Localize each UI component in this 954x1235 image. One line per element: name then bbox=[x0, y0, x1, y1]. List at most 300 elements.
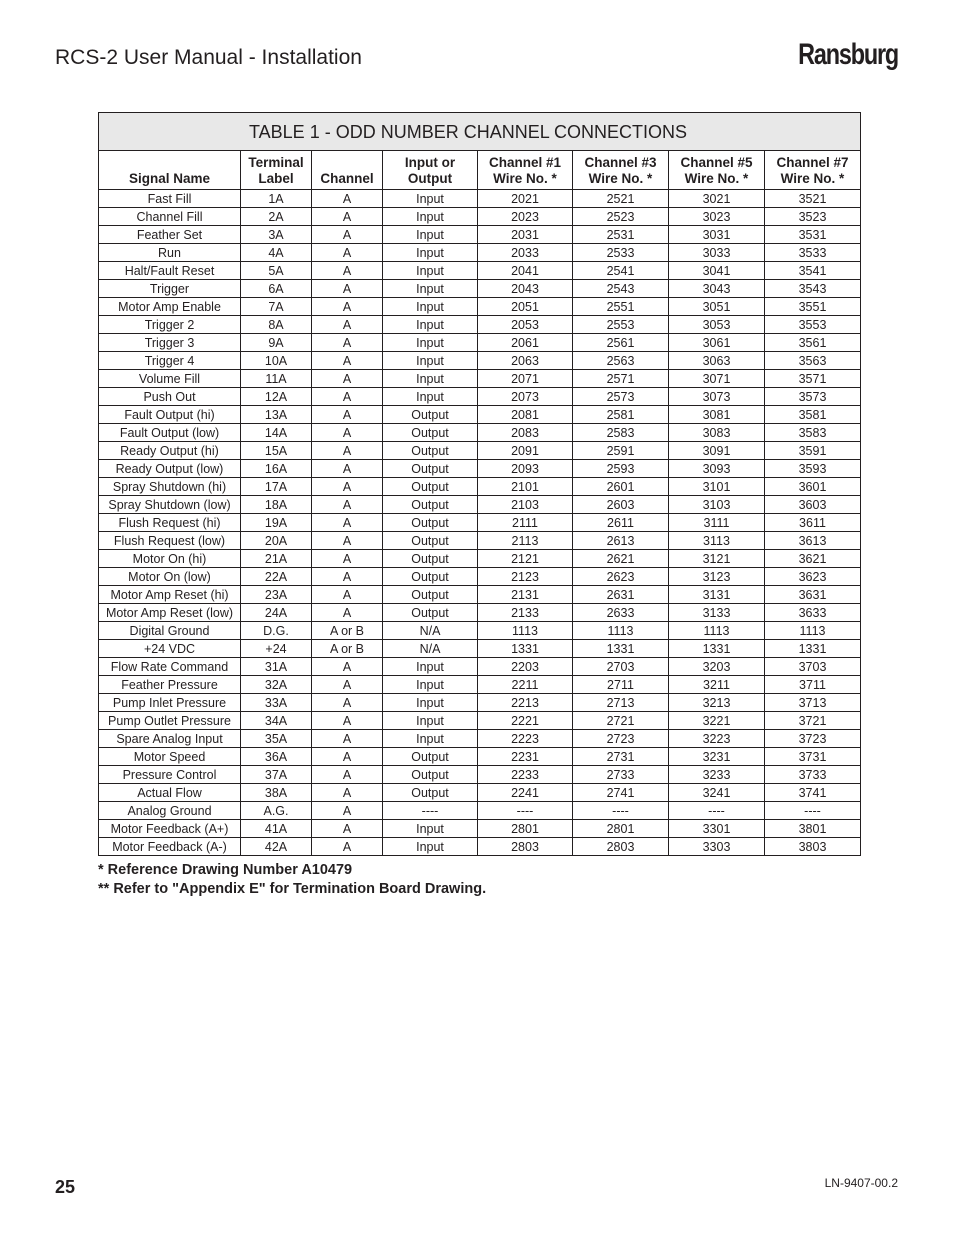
signal-name-cell: Feather Pressure bbox=[99, 676, 241, 694]
table-cell: 1331 bbox=[573, 640, 669, 658]
table-cell: 2033 bbox=[478, 244, 573, 262]
table-cell: A bbox=[312, 550, 383, 568]
table-cell: 2531 bbox=[573, 226, 669, 244]
table-cell: 3731 bbox=[765, 748, 861, 766]
table-cell: A bbox=[312, 658, 383, 676]
table-cell: 3121 bbox=[669, 550, 765, 568]
table-cell: ---- bbox=[383, 802, 478, 820]
table-cell: 3071 bbox=[669, 370, 765, 388]
table-cell: Input bbox=[383, 352, 478, 370]
table-cell: 2581 bbox=[573, 406, 669, 424]
table-cell: 3711 bbox=[765, 676, 861, 694]
table-cell: 2113 bbox=[478, 532, 573, 550]
table-cell: 2131 bbox=[478, 586, 573, 604]
reference-note: * Reference Drawing Number A10479 bbox=[98, 862, 353, 878]
table-cell: 3601 bbox=[765, 478, 861, 496]
table-cell: Input bbox=[383, 694, 478, 712]
table-cell: 3563 bbox=[765, 352, 861, 370]
signal-name-cell: Halt/Fault Reset bbox=[99, 262, 241, 280]
table-row bbox=[99, 658, 861, 676]
table-cell: 2591 bbox=[573, 442, 669, 460]
page-number: 25 bbox=[55, 1177, 76, 1197]
table-cell: 2021 bbox=[478, 190, 573, 208]
table-cell: 18A bbox=[241, 496, 312, 514]
table-cell: 2091 bbox=[478, 442, 573, 460]
column-header: Terminal Label bbox=[241, 151, 312, 190]
table-row bbox=[99, 784, 861, 802]
table-cell: Output bbox=[383, 406, 478, 424]
table-header-row bbox=[99, 151, 861, 190]
table-row bbox=[99, 838, 861, 856]
column-header: Channel #7 Wire No. * bbox=[765, 151, 861, 190]
table-cell: 2631 bbox=[573, 586, 669, 604]
table-cell: A bbox=[312, 280, 383, 298]
table-cell: 37A bbox=[241, 766, 312, 784]
table-cell: ---- bbox=[765, 802, 861, 820]
table-cell: A bbox=[312, 802, 383, 820]
table-cell: A bbox=[312, 424, 383, 442]
table-cell: 2733 bbox=[573, 766, 669, 784]
table-row bbox=[99, 820, 861, 838]
table-cell: 19A bbox=[241, 514, 312, 532]
table-cell: 3101 bbox=[669, 478, 765, 496]
table-cell: 2071 bbox=[478, 370, 573, 388]
table-row bbox=[99, 514, 861, 532]
table-row bbox=[99, 424, 861, 442]
signal-name-cell: Spray Shutdown (hi) bbox=[99, 478, 241, 496]
signal-name-cell: Ready Output (hi) bbox=[99, 442, 241, 460]
table-cell: Output bbox=[383, 604, 478, 622]
table-row bbox=[99, 208, 861, 226]
table-cell: 10A bbox=[241, 352, 312, 370]
table-cell: 32A bbox=[241, 676, 312, 694]
table-row bbox=[99, 586, 861, 604]
table-cell: A bbox=[312, 694, 383, 712]
table-cell: 2213 bbox=[478, 694, 573, 712]
signal-name-cell: Trigger 4 bbox=[99, 352, 241, 370]
table-cell: A bbox=[312, 478, 383, 496]
table-cell: A bbox=[312, 208, 383, 226]
table-cell: A bbox=[312, 352, 383, 370]
table-cell: Input bbox=[383, 658, 478, 676]
table-row bbox=[99, 334, 861, 352]
table-cell: A bbox=[312, 676, 383, 694]
table-row bbox=[99, 478, 861, 496]
table-cell: 3023 bbox=[669, 208, 765, 226]
table-cell: 2561 bbox=[573, 334, 669, 352]
table-cell: 2723 bbox=[573, 730, 669, 748]
table-cell: Input bbox=[383, 226, 478, 244]
table-cell: 3621 bbox=[765, 550, 861, 568]
table-cell: 2603 bbox=[573, 496, 669, 514]
table-cell: 2571 bbox=[573, 370, 669, 388]
table-row bbox=[99, 280, 861, 298]
table-cell: 3301 bbox=[669, 820, 765, 838]
table-cell: 2043 bbox=[478, 280, 573, 298]
signal-name-cell: Spare Analog Input bbox=[99, 730, 241, 748]
signal-name-cell: Motor On (low) bbox=[99, 568, 241, 586]
table-cell: Output bbox=[383, 784, 478, 802]
table-cell: ---- bbox=[573, 802, 669, 820]
table-cell: A bbox=[312, 766, 383, 784]
table-cell: 3031 bbox=[669, 226, 765, 244]
table-cell: 2031 bbox=[478, 226, 573, 244]
table-cell: 3573 bbox=[765, 388, 861, 406]
table-cell: 14A bbox=[241, 424, 312, 442]
table-cell: Output bbox=[383, 514, 478, 532]
table-cell: 3631 bbox=[765, 586, 861, 604]
signal-name-cell: Run bbox=[99, 244, 241, 262]
table-cell: 2613 bbox=[573, 532, 669, 550]
table-cell: 3113 bbox=[669, 532, 765, 550]
table-cell: 3A bbox=[241, 226, 312, 244]
table-cell: A bbox=[312, 514, 383, 532]
table-cell: 2623 bbox=[573, 568, 669, 586]
table-cell: 2711 bbox=[573, 676, 669, 694]
table-cell: Input bbox=[383, 190, 478, 208]
table-cell: 3133 bbox=[669, 604, 765, 622]
table-cell: 2211 bbox=[478, 676, 573, 694]
table-cell: 1A bbox=[241, 190, 312, 208]
table-row bbox=[99, 640, 861, 658]
table-cell: 3591 bbox=[765, 442, 861, 460]
table-row bbox=[99, 442, 861, 460]
column-header: Channel #1 Wire No. * bbox=[478, 151, 573, 190]
table-cell: 3083 bbox=[669, 424, 765, 442]
table-cell: +24 bbox=[241, 640, 312, 658]
table-cell: A bbox=[312, 334, 383, 352]
table-row bbox=[99, 190, 861, 208]
table-cell: A bbox=[312, 262, 383, 280]
column-header: Input or Output bbox=[383, 151, 478, 190]
table-cell: 3051 bbox=[669, 298, 765, 316]
table-cell: N/A bbox=[383, 622, 478, 640]
table-cell: 2801 bbox=[573, 820, 669, 838]
table-cell: N/A bbox=[383, 640, 478, 658]
table-cell: A bbox=[312, 496, 383, 514]
column-header: Signal Name bbox=[99, 151, 241, 190]
signal-name-cell: Pump Outlet Pressure bbox=[99, 712, 241, 730]
table-row bbox=[99, 460, 861, 478]
table-cell: 2101 bbox=[478, 478, 573, 496]
table-cell: 3213 bbox=[669, 694, 765, 712]
table-cell: 3061 bbox=[669, 334, 765, 352]
table-row bbox=[99, 622, 861, 640]
table-cell: 34A bbox=[241, 712, 312, 730]
table-cell: ---- bbox=[669, 802, 765, 820]
table-cell: 3801 bbox=[765, 820, 861, 838]
table-cell: A bbox=[312, 442, 383, 460]
table-row bbox=[99, 766, 861, 784]
table-cell: 3053 bbox=[669, 316, 765, 334]
table-cell: 9A bbox=[241, 334, 312, 352]
table-cell: 3543 bbox=[765, 280, 861, 298]
signal-name-cell: Flush Request (hi) bbox=[99, 514, 241, 532]
table-cell: 2041 bbox=[478, 262, 573, 280]
table-cell: 12A bbox=[241, 388, 312, 406]
table-row bbox=[99, 550, 861, 568]
table-cell: Input bbox=[383, 334, 478, 352]
table-cell: Output bbox=[383, 478, 478, 496]
table-cell: 3231 bbox=[669, 748, 765, 766]
table-cell: 3733 bbox=[765, 766, 861, 784]
document-number: LN-9407-00.2 bbox=[824, 1176, 898, 1190]
signal-name-cell: Trigger 3 bbox=[99, 334, 241, 352]
signal-name-cell: Trigger 2 bbox=[99, 316, 241, 334]
connections-table bbox=[98, 112, 861, 856]
signal-name-cell: Trigger bbox=[99, 280, 241, 298]
table-cell: 2103 bbox=[478, 496, 573, 514]
table-cell: 2563 bbox=[573, 352, 669, 370]
table-cell: 3131 bbox=[669, 586, 765, 604]
table-cell: Input bbox=[383, 208, 478, 226]
table-body bbox=[99, 190, 861, 856]
table-cell: 6A bbox=[241, 280, 312, 298]
connections-table-container bbox=[98, 112, 860, 856]
table-cell: 35A bbox=[241, 730, 312, 748]
signal-name-cell: Pressure Control bbox=[99, 766, 241, 784]
table-cell: 1331 bbox=[478, 640, 573, 658]
signal-name-cell: Volume Fill bbox=[99, 370, 241, 388]
table-cell: A or B bbox=[312, 640, 383, 658]
table-cell: 2543 bbox=[573, 280, 669, 298]
table-cell: 42A bbox=[241, 838, 312, 856]
table-cell: 2633 bbox=[573, 604, 669, 622]
signal-name-cell: Flush Request (low) bbox=[99, 532, 241, 550]
column-header: Channel #5 Wire No. * bbox=[669, 151, 765, 190]
table-row bbox=[99, 298, 861, 316]
table-cell: Output bbox=[383, 442, 478, 460]
table-cell: Output bbox=[383, 532, 478, 550]
table-cell: 17A bbox=[241, 478, 312, 496]
signal-name-cell: Actual Flow bbox=[99, 784, 241, 802]
table-row bbox=[99, 496, 861, 514]
table-cell: A bbox=[312, 460, 383, 478]
signal-name-cell: Digital Ground bbox=[99, 622, 241, 640]
column-header: Channel bbox=[312, 151, 383, 190]
table-cell: 36A bbox=[241, 748, 312, 766]
table-cell: A bbox=[312, 712, 383, 730]
table-cell: 24A bbox=[241, 604, 312, 622]
table-cell: 2231 bbox=[478, 748, 573, 766]
table-notes bbox=[98, 861, 486, 899]
table-cell: 3721 bbox=[765, 712, 861, 730]
table-row bbox=[99, 730, 861, 748]
table-cell: 3623 bbox=[765, 568, 861, 586]
table-cell: Output bbox=[383, 586, 478, 604]
signal-name-cell: Fault Output (low) bbox=[99, 424, 241, 442]
table-cell: Input bbox=[383, 262, 478, 280]
table-row bbox=[99, 316, 861, 334]
table-row bbox=[99, 712, 861, 730]
table-cell: 2803 bbox=[573, 838, 669, 856]
table-cell: 3551 bbox=[765, 298, 861, 316]
table-cell: 2551 bbox=[573, 298, 669, 316]
table-cell: Output bbox=[383, 496, 478, 514]
table-row bbox=[99, 244, 861, 262]
table-cell: A bbox=[312, 586, 383, 604]
table-cell: Input bbox=[383, 316, 478, 334]
signal-name-cell: Motor Feedback (A+) bbox=[99, 820, 241, 838]
table-cell: Input bbox=[383, 712, 478, 730]
page-title: RCS-2 User Manual - Installation bbox=[55, 46, 362, 69]
table-cell: 3203 bbox=[669, 658, 765, 676]
signal-name-cell: Flow Rate Command bbox=[99, 658, 241, 676]
table-cell: 3703 bbox=[765, 658, 861, 676]
table-cell: 3221 bbox=[669, 712, 765, 730]
table-cell: 2731 bbox=[573, 748, 669, 766]
table-cell: Output bbox=[383, 766, 478, 784]
table-cell: 2223 bbox=[478, 730, 573, 748]
signal-name-cell: Motor Feedback (A-) bbox=[99, 838, 241, 856]
table-cell: 1113 bbox=[478, 622, 573, 640]
table-cell: 2111 bbox=[478, 514, 573, 532]
table-cell: 2081 bbox=[478, 406, 573, 424]
table-cell: 3211 bbox=[669, 676, 765, 694]
table-cell: Input bbox=[383, 244, 478, 262]
table-cell: 3303 bbox=[669, 838, 765, 856]
table-cell: 2703 bbox=[573, 658, 669, 676]
table-cell: 3553 bbox=[765, 316, 861, 334]
table-cell: 2593 bbox=[573, 460, 669, 478]
table-cell: 2133 bbox=[478, 604, 573, 622]
table-cell: 3523 bbox=[765, 208, 861, 226]
table-cell: A bbox=[312, 784, 383, 802]
table-row bbox=[99, 532, 861, 550]
table-cell: 3713 bbox=[765, 694, 861, 712]
table-cell: 2573 bbox=[573, 388, 669, 406]
table-cell: 3561 bbox=[765, 334, 861, 352]
table-cell: Input bbox=[383, 370, 478, 388]
table-cell: A bbox=[312, 820, 383, 838]
table-cell: 2621 bbox=[573, 550, 669, 568]
table-cell: 41A bbox=[241, 820, 312, 838]
table-cell: 3723 bbox=[765, 730, 861, 748]
table-cell: 2713 bbox=[573, 694, 669, 712]
table-row bbox=[99, 370, 861, 388]
table-cell: 31A bbox=[241, 658, 312, 676]
table-cell: A bbox=[312, 532, 383, 550]
table-cell: 2123 bbox=[478, 568, 573, 586]
signal-name-cell: Fast Fill bbox=[99, 190, 241, 208]
table-cell: 2601 bbox=[573, 478, 669, 496]
table-row bbox=[99, 694, 861, 712]
signal-name-cell: Fault Output (hi) bbox=[99, 406, 241, 424]
table-cell: 3111 bbox=[669, 514, 765, 532]
table-cell: Output bbox=[383, 424, 478, 442]
table-cell: 2803 bbox=[478, 838, 573, 856]
table-cell: 3633 bbox=[765, 604, 861, 622]
table-cell: 2023 bbox=[478, 208, 573, 226]
table-row bbox=[99, 604, 861, 622]
table-cell: Input bbox=[383, 298, 478, 316]
table-cell: Output bbox=[383, 550, 478, 568]
table-cell: ---- bbox=[478, 802, 573, 820]
table-cell: 2061 bbox=[478, 334, 573, 352]
table-cell: 23A bbox=[241, 586, 312, 604]
table-cell: 7A bbox=[241, 298, 312, 316]
table-cell: 21A bbox=[241, 550, 312, 568]
table-cell: A bbox=[312, 370, 383, 388]
table-cell: 2523 bbox=[573, 208, 669, 226]
signal-name-cell: Spray Shutdown (low) bbox=[99, 496, 241, 514]
table-cell: 3541 bbox=[765, 262, 861, 280]
table-cell: 20A bbox=[241, 532, 312, 550]
signal-name-cell: Motor On (hi) bbox=[99, 550, 241, 568]
table-cell: 2221 bbox=[478, 712, 573, 730]
table-cell: 2521 bbox=[573, 190, 669, 208]
signal-name-cell: Ready Output (low) bbox=[99, 460, 241, 478]
table-cell: A.G. bbox=[241, 802, 312, 820]
table-cell: 2203 bbox=[478, 658, 573, 676]
signal-name-cell: Motor Amp Reset (hi) bbox=[99, 586, 241, 604]
table-cell: 3093 bbox=[669, 460, 765, 478]
table-cell: Input bbox=[383, 388, 478, 406]
table-cell: A bbox=[312, 298, 383, 316]
table-cell: 2533 bbox=[573, 244, 669, 262]
table-cell: Input bbox=[383, 820, 478, 838]
table-cell: 3603 bbox=[765, 496, 861, 514]
table-row bbox=[99, 802, 861, 820]
table-cell: 3123 bbox=[669, 568, 765, 586]
table-cell: 1331 bbox=[765, 640, 861, 658]
table-cell: A bbox=[312, 568, 383, 586]
table-cell: 2741 bbox=[573, 784, 669, 802]
table-cell: 3033 bbox=[669, 244, 765, 262]
signal-name-cell: +24 VDC bbox=[99, 640, 241, 658]
table-cell: A or B bbox=[312, 622, 383, 640]
table-cell: 2053 bbox=[478, 316, 573, 334]
table-cell: 3063 bbox=[669, 352, 765, 370]
table-cell: 3533 bbox=[765, 244, 861, 262]
signal-name-cell: Motor Amp Reset (low) bbox=[99, 604, 241, 622]
table-cell: 2553 bbox=[573, 316, 669, 334]
table-cell: 2051 bbox=[478, 298, 573, 316]
table-cell: A bbox=[312, 244, 383, 262]
signal-name-cell: Analog Ground bbox=[99, 802, 241, 820]
table-cell: 16A bbox=[241, 460, 312, 478]
table-row bbox=[99, 676, 861, 694]
table-cell: 2073 bbox=[478, 388, 573, 406]
table-cell: 15A bbox=[241, 442, 312, 460]
table-cell: 3103 bbox=[669, 496, 765, 514]
table-cell: 3581 bbox=[765, 406, 861, 424]
table-cell: 3583 bbox=[765, 424, 861, 442]
table-cell: 2063 bbox=[478, 352, 573, 370]
table-cell: 2801 bbox=[478, 820, 573, 838]
table-cell: 3241 bbox=[669, 784, 765, 802]
table-cell: 13A bbox=[241, 406, 312, 424]
table-row bbox=[99, 568, 861, 586]
table-cell: A bbox=[312, 316, 383, 334]
signal-name-cell: Motor Speed bbox=[99, 748, 241, 766]
table-cell: Input bbox=[383, 730, 478, 748]
table-cell: 2541 bbox=[573, 262, 669, 280]
table-cell: A bbox=[312, 604, 383, 622]
appendix-note: ** Refer to "Appendix E" for Termination Board Drawing. bbox=[98, 881, 487, 897]
table-caption: TABLE 1 - ODD NUMBER CHANNEL CONNECTIONS bbox=[98, 112, 861, 150]
table-cell: 8A bbox=[241, 316, 312, 334]
signal-name-cell: Push Out bbox=[99, 388, 241, 406]
table-cell: D.G. bbox=[241, 622, 312, 640]
table-cell: 11A bbox=[241, 370, 312, 388]
table-cell: 2583 bbox=[573, 424, 669, 442]
table-row bbox=[99, 352, 861, 370]
table-row bbox=[99, 388, 861, 406]
table-row bbox=[99, 262, 861, 280]
table-cell: 3223 bbox=[669, 730, 765, 748]
table-row bbox=[99, 748, 861, 766]
